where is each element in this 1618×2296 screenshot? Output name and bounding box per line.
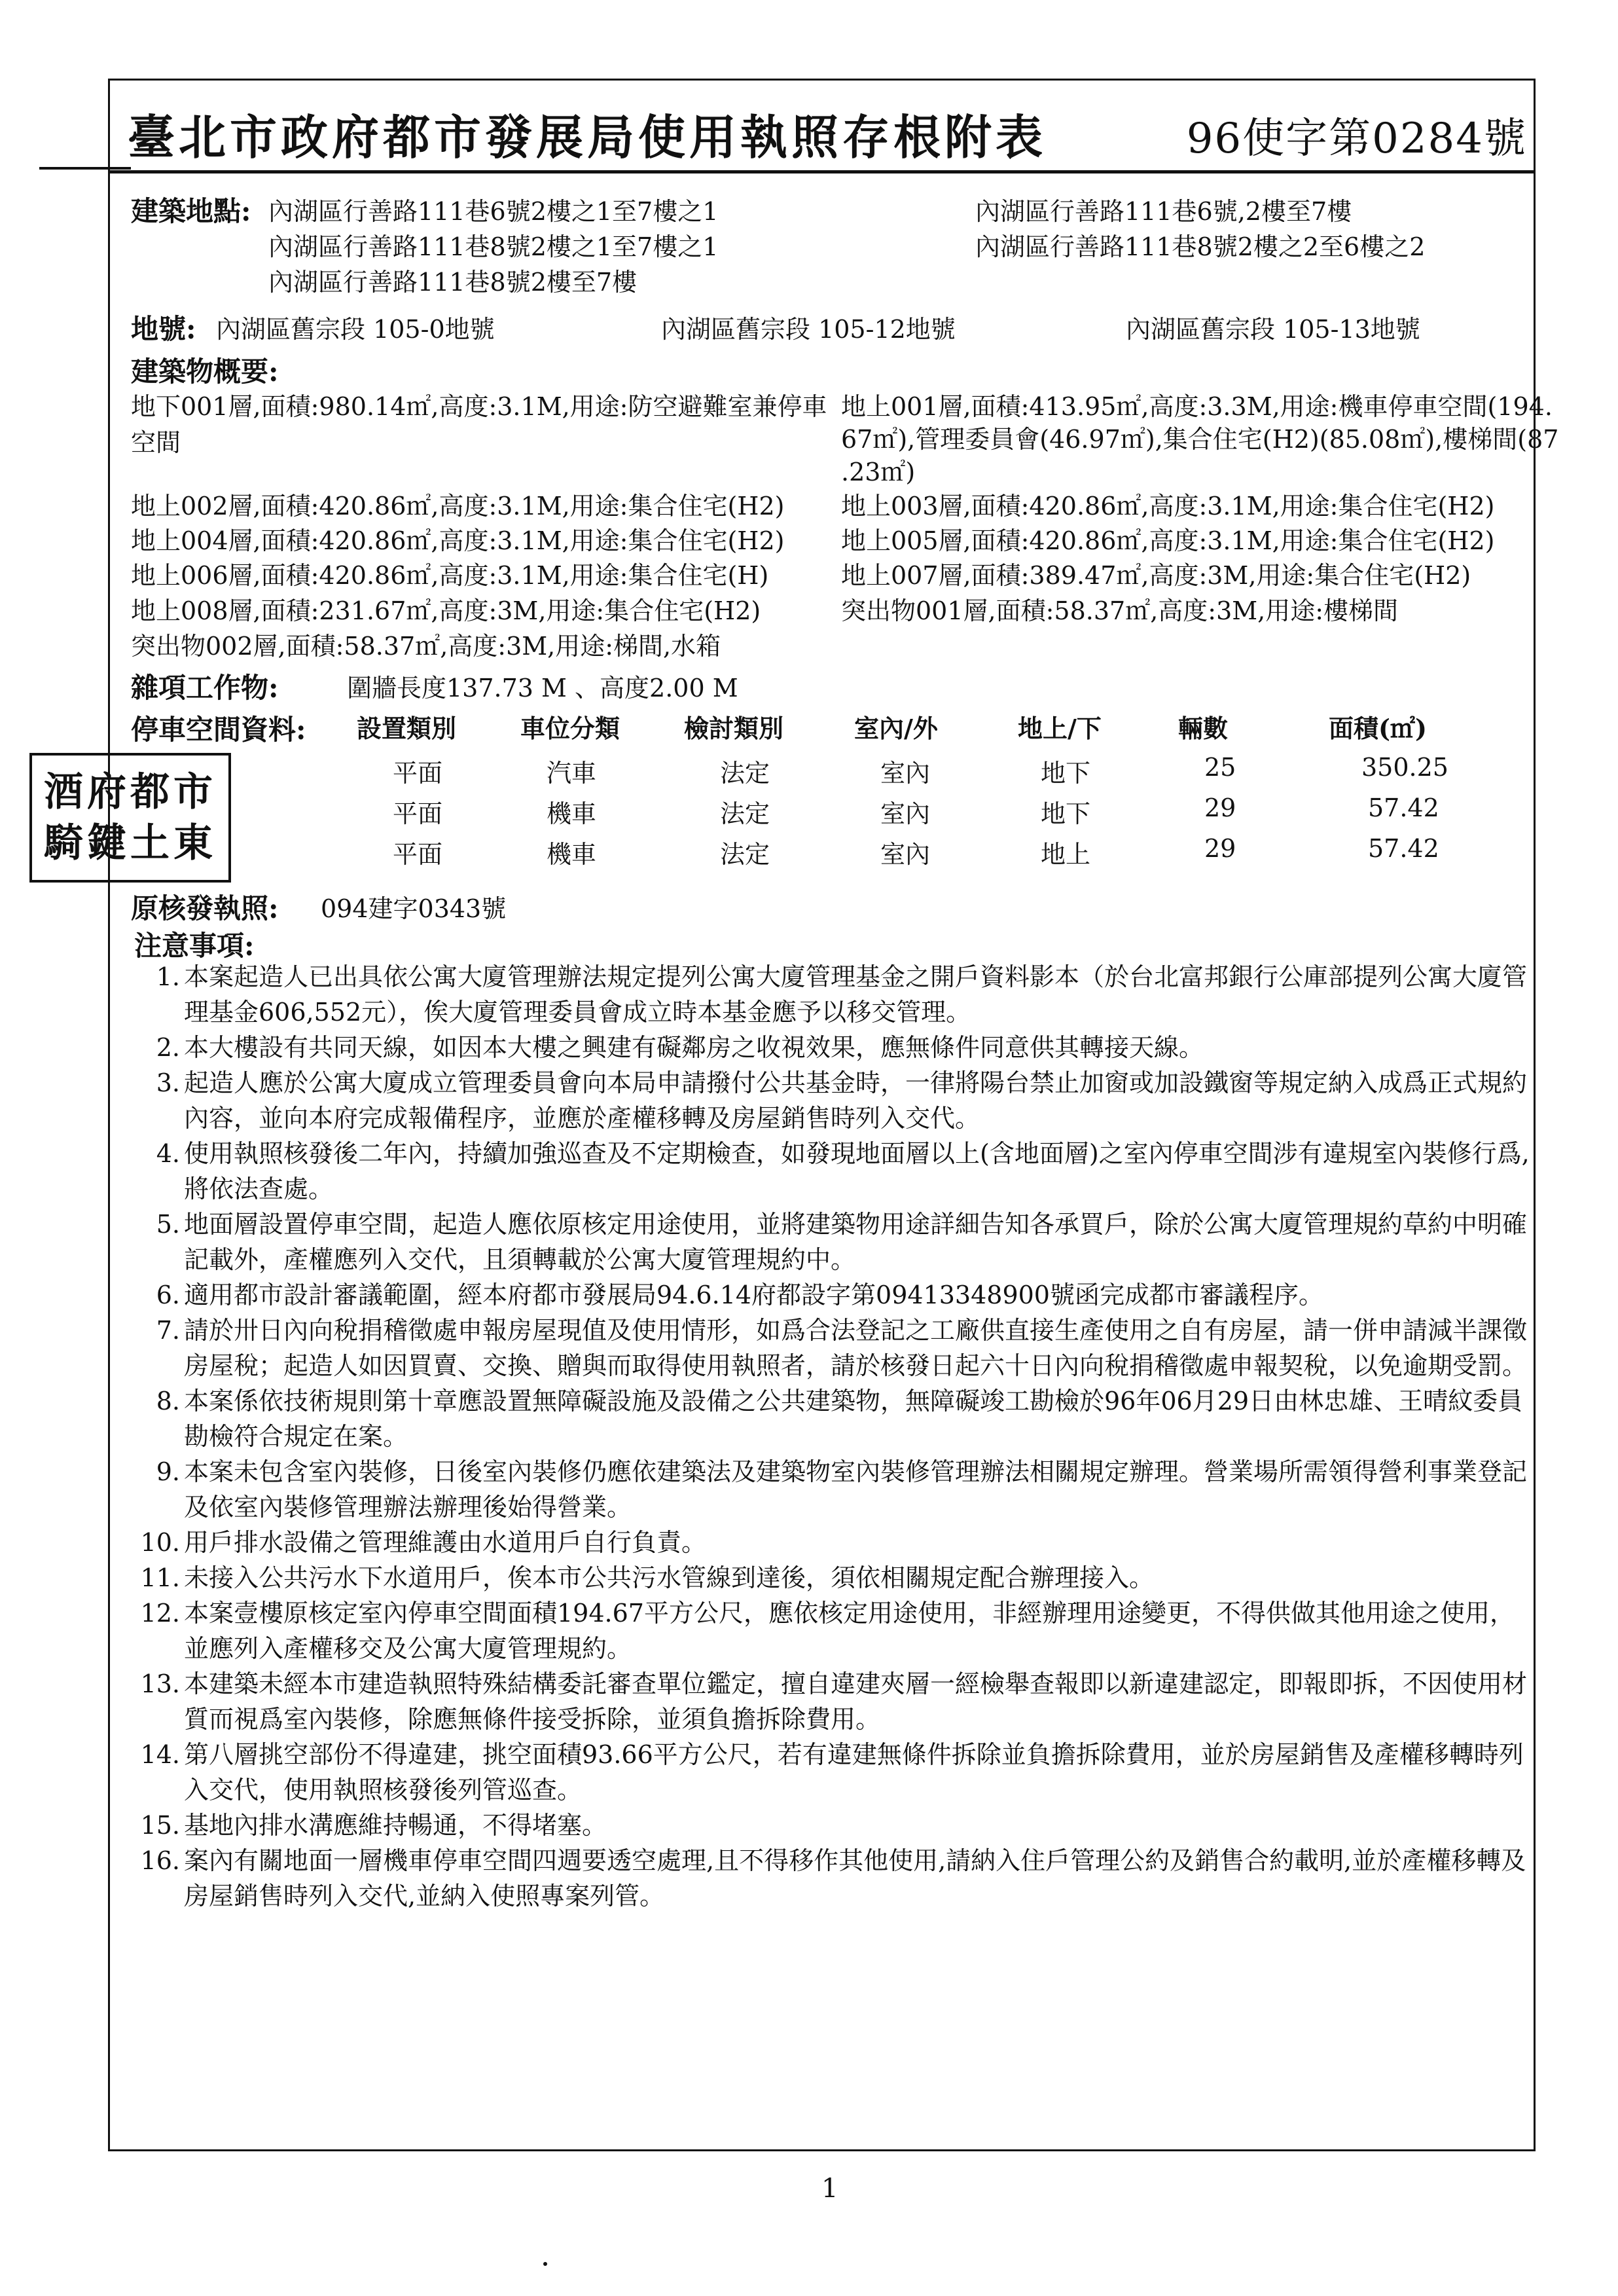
parking-cell: 室內 — [880, 799, 931, 828]
floor-1: 地上001層,面積:413.95㎡,高度:3.3M,用途:機車停車空間(194. — [841, 392, 1553, 421]
parking-cell: 汽車 — [547, 759, 597, 788]
parking-header: 地上/下 — [1018, 714, 1102, 743]
note-number: 16. — [140, 1846, 180, 1875]
overview-label: 建築物概要: — [131, 355, 279, 388]
note-item — [134, 1136, 1535, 1207]
note-item — [134, 1277, 1535, 1313]
land-label: 地號: — [131, 313, 196, 345]
note-item — [134, 1560, 1535, 1595]
notes-label: 注意事項: — [134, 930, 255, 962]
note-item — [134, 1454, 1535, 1525]
note-text: 第八層挑空部份不得違建，挑空面積93.66平方公尺，若有違建無條件拆除並負擔拆除費用，並於房屋銷售及產權移轉時列入交代，使用執照核發後列管巡查。 — [184, 1740, 1524, 1804]
parking-cell: 57.42 — [1368, 793, 1439, 822]
parking-cell: 平面 — [393, 840, 443, 869]
site-address: 內湖區行善路111巷8號2樓之2至6樓之2 — [975, 232, 1426, 261]
floor-5: 地上005層,面積:420.86㎡,高度:3.1M,用途:集合住宅(H2) — [841, 526, 1495, 555]
notes-list — [134, 959, 1535, 1914]
parking-cell: 機車 — [547, 840, 597, 869]
note-item — [134, 1313, 1535, 1383]
note-number: 4. — [156, 1139, 180, 1168]
note-text: 本案起造人已出具依公寓大廈管理辦法規定提列公寓大廈管理基金之開戶資料影本（於台北富邦銀行公庫部提列公寓大廈管理基金606,552元），俟大廈管理委員會成立時本基金應予以移交管理。 — [184, 962, 1528, 1027]
note-number: 8. — [156, 1387, 180, 1415]
page-number: 1 — [821, 2174, 838, 2204]
note-item — [134, 1030, 1535, 1065]
parking-header: 面積(㎡) — [1329, 714, 1427, 743]
parking-header: 檢討類別 — [684, 714, 784, 743]
parking-cell: 室內 — [880, 759, 931, 788]
penthouse-2: 突出物002層,面積:58.37㎡,高度:3M,用途:梯間,水箱 — [131, 632, 721, 661]
note-number: 14. — [140, 1740, 180, 1769]
parking-cell: 25 — [1204, 753, 1236, 782]
permit-number: 96使字第0284號 — [1186, 115, 1527, 163]
floor-1-cont: .23㎡) — [841, 458, 916, 486]
penthouse-1: 突出物001層,面積:58.37㎡,高度:3M,用途:樓梯間 — [841, 596, 1399, 625]
floor-1-cont: 67㎡),管理委員會(46.97㎡),集合住宅(H2)(85.08㎡),樓梯間(87 — [841, 425, 1559, 454]
note-text: 本大樓設有共同天線，如因本大樓之興建有礙鄰房之收視效果，應無條件同意供其轉接天線。 — [184, 1033, 1204, 1062]
parking-header: 室內/外 — [854, 714, 938, 743]
note-number: 5. — [156, 1210, 180, 1239]
note-text: 未接入公共污水下水道用戶，俟本市公共污水管線到達後，須依相關規定配合辦理接入。 — [184, 1563, 1155, 1592]
note-item — [134, 1666, 1535, 1737]
note-item — [134, 1595, 1535, 1666]
note-text: 案內有關地面一層機車停車空間四週要透空處理,且不得移作其他使用,請納入住戶管理公約及銷售合約載明,並於產權移轉及房屋銷售時列入交代,並納入使照專案列管。 — [184, 1846, 1526, 1910]
land-lot: 內湖區舊宗段 105-13地號 — [1126, 315, 1420, 344]
note-text: 本案未包含室內裝修，日後室內裝修仍應依建築法及建築物室內裝修管理辦法相關規定辦理。營業場所需領得營利事業登記及依室內裝修管理辦法辦理後始得營業。 — [184, 1457, 1528, 1522]
note-text: 地面層設置停車空間，起造人應依原核定用途使用，並將建築物用途詳細告知各承買戶，除於公寓大廈管理規約草約中明確記載外，產權應列入交代，且須轉載於公寓大廈管理規約中。 — [184, 1210, 1528, 1274]
note-number: 15. — [140, 1811, 180, 1840]
note-item — [134, 1525, 1535, 1560]
scan-dot — [543, 2262, 547, 2266]
parking-cell: 地下 — [1041, 799, 1091, 828]
parking-label: 停車空間資料: — [131, 714, 306, 746]
floor-8: 地上008層,面積:231.67㎡,高度:3M,用途:集合住宅(H2) — [131, 596, 761, 625]
note-text: 使用執照核發後二年內，持續加強巡查及不定期檢查，如發現地面層以上(含地面層)之室內停車空間涉有違規室內裝修行爲,將依法查處。 — [184, 1139, 1530, 1203]
floor-3: 地上003層,面積:420.86㎡,高度:3.1M,用途:集合住宅(H2) — [841, 492, 1495, 520]
note-text: 本案壹樓原核定室內停車空間面積194.67平方公尺，應依核定用途使用，非經辦理用途變更，不得供做其他用途之使用，並應列入產權移交及公寓大廈管理規約。 — [184, 1599, 1515, 1663]
title-bar — [108, 79, 1534, 173]
site-address: 內湖區行善路111巷6號,2樓至7樓 — [975, 197, 1352, 226]
land-lot: 內湖區舊宗段 105-12地號 — [661, 315, 956, 344]
floor-2: 地上002層,面積:420.86㎡,高度:3.1M,用途:集合住宅(H2) — [131, 492, 785, 520]
parking-cell: 57.42 — [1368, 834, 1439, 863]
parking-cell: 350.25 — [1361, 753, 1448, 782]
note-text: 基地內排水溝應維持暢通，不得堵塞。 — [184, 1811, 607, 1840]
parking-cell: 法定 — [720, 799, 770, 828]
note-number: 10. — [140, 1528, 180, 1557]
note-text: 本建築未經本市建造執照特殊結構委託審查單位鑑定，擅自違建夾層一經檢舉查報即以新違建認定，即報即拆，不因使用材質而視爲室內裝修，除應無條件接受拆除，並須負擔拆除費用。 — [184, 1669, 1528, 1734]
note-number: 6. — [156, 1281, 180, 1309]
parking-header: 設置類別 — [357, 714, 457, 743]
parking-cell: 機車 — [547, 799, 597, 828]
document-title: 臺北市政府都市發展局使用執照存根附表 — [128, 109, 1047, 165]
stamp-line: 酒府都市 — [44, 769, 217, 815]
site-address: 內湖區行善路111巷8號2樓之1至7樓之1 — [268, 232, 719, 261]
official-stamp — [29, 753, 231, 883]
parking-cell: 法定 — [720, 759, 770, 788]
floor-b1-cont: 空間 — [131, 428, 181, 457]
note-item — [134, 1808, 1535, 1843]
note-number: 13. — [140, 1669, 180, 1698]
parking-header: 車位分類 — [520, 714, 620, 743]
parking-cell: 室內 — [880, 840, 931, 869]
stamp-line: 騎鍵土東 — [44, 820, 217, 866]
note-number: 9. — [156, 1457, 180, 1486]
land-lot: 內湖區舊宗段 105-0地號 — [216, 315, 495, 344]
floor-6: 地上006層,面積:420.86㎡,高度:3.1M,用途:集合住宅(H) — [131, 561, 769, 590]
parking-header: 輛數 — [1178, 714, 1229, 743]
note-text: 本案係依技術規則第十章應設置無障礙設施及設備之公共建築物，無障礙竣工勘檢於96年06月29日由林忠雄、王晴紋委員勘檢符合規定在案。 — [184, 1387, 1523, 1451]
note-item — [134, 1737, 1535, 1808]
parking-cell: 平面 — [393, 799, 443, 828]
note-item — [134, 1843, 1535, 1914]
note-number: 1. — [156, 962, 180, 991]
original-permit-label: 原核發執照: — [131, 892, 279, 924]
note-text: 起造人應於公寓大廈成立管理委員會向本局申請撥付公共基金時，一律將陽台禁止加窗或加設鐵窗等規定納入成爲正式規約內容，並向本府完成報備程序，並應於產權移轉及房屋銷售時列入交代。 — [184, 1068, 1528, 1133]
note-item — [134, 959, 1535, 1030]
site-address: 內湖區行善路111巷8號2樓至7樓 — [268, 268, 638, 297]
note-text: 適用都市設計審議範圍，經本府都市發展局94.6.14府都設字第09413348900號函完成都市審議程序。 — [184, 1281, 1323, 1309]
parking-cell: 地上 — [1041, 840, 1091, 869]
floor-7: 地上007層,面積:389.47㎡,高度:3M,用途:集合住宅(H2) — [841, 561, 1471, 590]
note-number: 3. — [156, 1068, 180, 1097]
note-number: 12. — [140, 1599, 180, 1628]
parking-cell: 29 — [1204, 793, 1236, 822]
scan-mark — [39, 167, 131, 170]
site-label: 建築地點: — [131, 195, 251, 227]
note-number: 11. — [140, 1563, 180, 1592]
note-item — [134, 1065, 1535, 1136]
parking-cell: 地下 — [1041, 759, 1091, 788]
floor-4: 地上004層,面積:420.86㎡,高度:3.1M,用途:集合住宅(H2) — [131, 526, 785, 555]
parking-cell: 平面 — [393, 759, 443, 788]
floor-b1: 地下001層,面積:980.14㎡,高度:3.1M,用途:防空避難室兼停車 — [131, 392, 827, 421]
note-number: 2. — [156, 1033, 180, 1062]
parking-cell: 29 — [1204, 834, 1236, 863]
site-address: 內湖區行善路111巷6號2樓之1至7樓之1 — [268, 197, 719, 226]
note-text: 用戶排水設備之管理維護由水道用戶自行負責。 — [184, 1528, 707, 1557]
note-number: 7. — [156, 1316, 180, 1345]
note-text: 請於卅日內向稅捐稽徵處申報房屋現值及使用情形，如爲合法登記之工廠供直接生產使用之自有房屋，請一併申請減半課徵房屋稅；起造人如因買賣、交換、贈與而取得使用執照者，請於核發日起六十日內向稅捐稽徵處申報契稅，以免逾期受罰。 — [184, 1316, 1528, 1380]
misc-label: 雜項工作物: — [131, 672, 279, 704]
note-item — [134, 1383, 1535, 1454]
misc-value: 圍牆長度137.73 M 、高度2.00 M — [347, 674, 738, 702]
original-permit-number: 094建字0343號 — [321, 894, 507, 923]
note-item — [134, 1207, 1535, 1277]
parking-cell: 法定 — [720, 840, 770, 869]
